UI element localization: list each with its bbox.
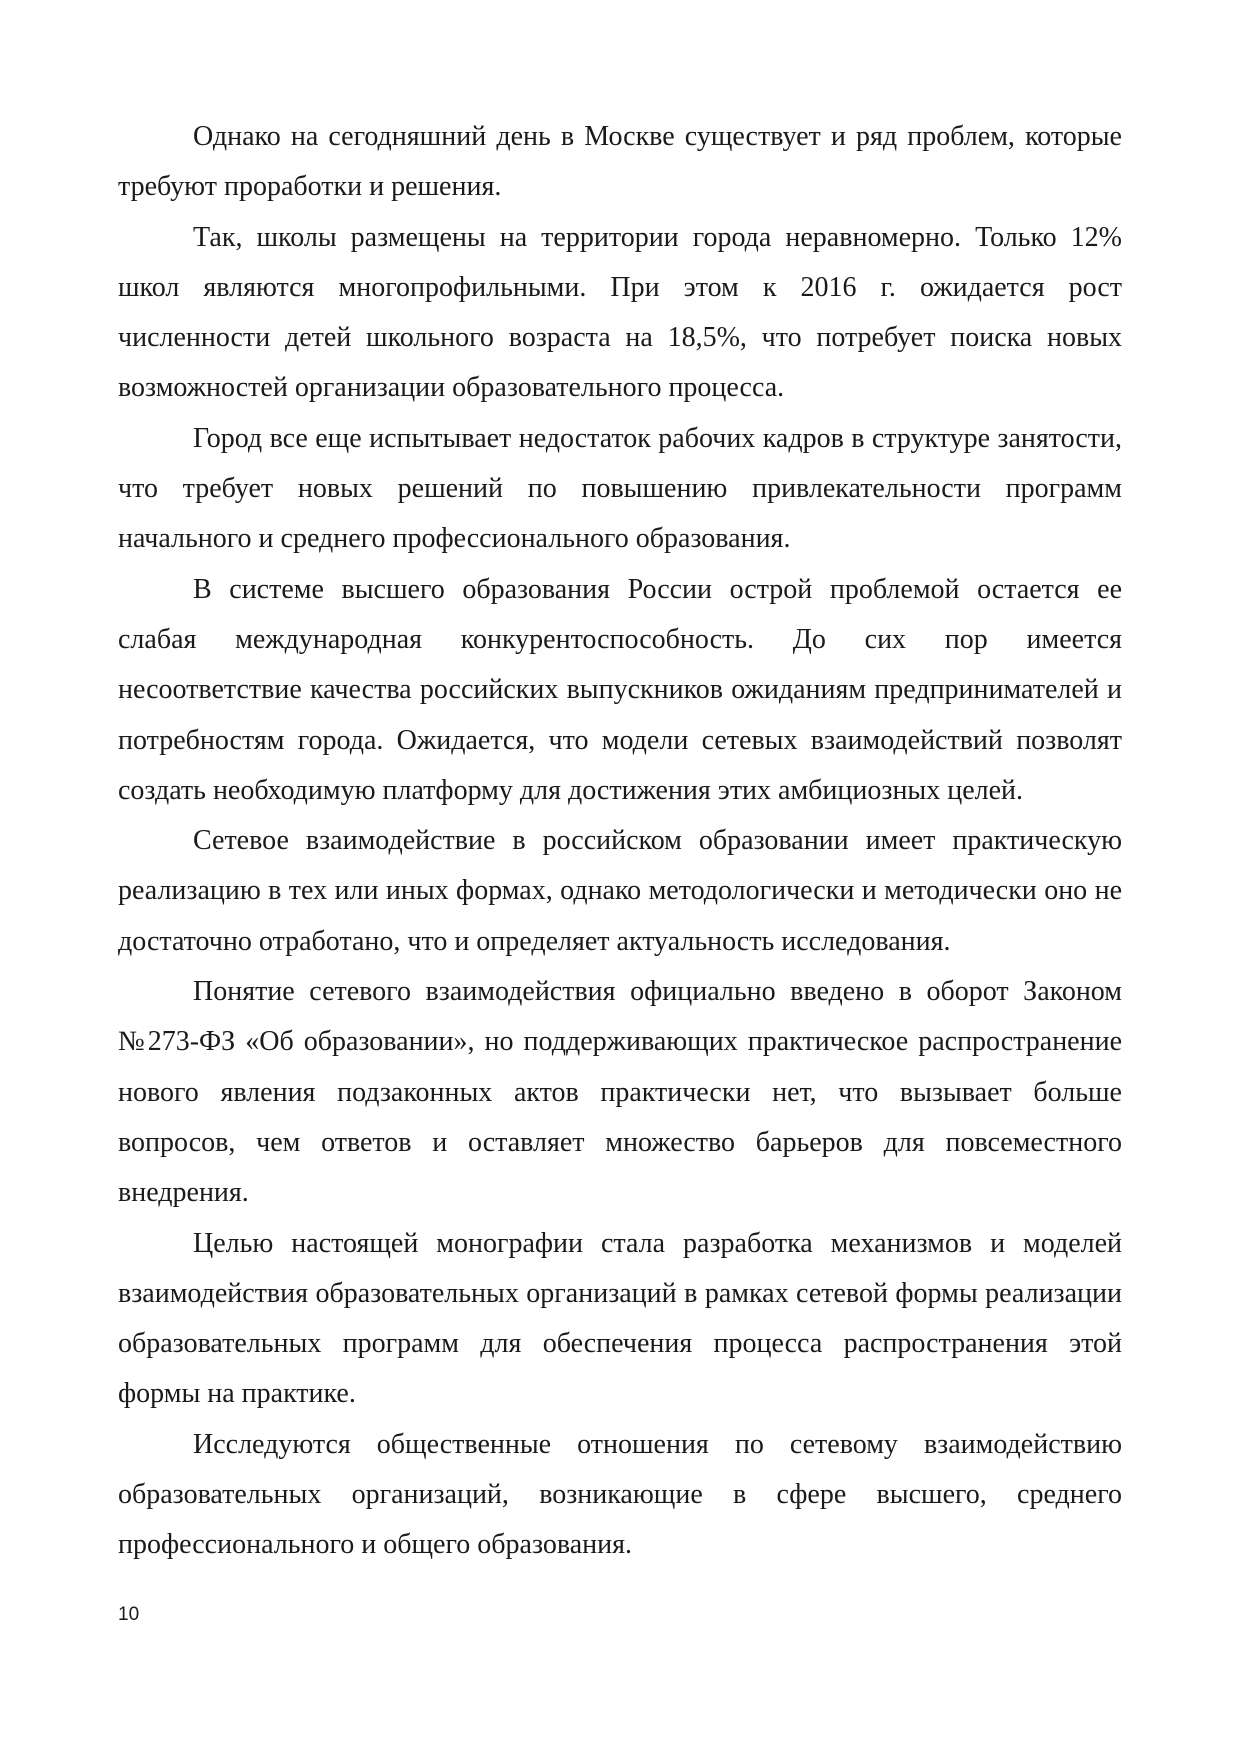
paragraph-8: Исследуются общественные отношения по сетевому взаимодействию образовательных организаций, возникающие в сфере высшего, среднего профессионального и общего образования.	[118, 1428, 1122, 1561]
paragraph-2: Так, школы размещены на территории города неравномерно. Только 12% школ являются многопрофильными. При этом к 2016 г. ожидается рост численности детей школьного возраста на 18,5%, что потребует поиска новых возможностей организации образовательного процесса.	[118, 221, 1122, 404]
paragraph-3: Город все еще испытывает недостаток рабочих кадров в структуре занятости, что требует новых решений по повышению привлекательности программ начального и среднего профессионального образования.	[118, 422, 1122, 555]
text-body	[118, 112, 1122, 1571]
paragraph-7: Целью настоящей монографии стала разработка механизмов и моделей взаимодействия образовательных организаций в рамках сетевой формы реализации образовательных программ для обеспечения процесса распространения этой формы на практике.	[118, 1227, 1122, 1410]
page-number: 10	[118, 1604, 140, 1625]
paragraph-6: Понятие сетевого взаимодействия официально введено в оборот Законом №273-ФЗ «Об образовании», но поддерживающих практическое распространение нового явления подзаконных актов практически нет, что вызывает больше вопросов, чем ответов и оставляет множество барьеров для повсеместного внедрения.	[118, 976, 1122, 1209]
paragraph-1: Однако на сегодняшний день в Москве существует и ряд проблем, которые требуют проработки и решения.	[118, 121, 1122, 203]
paragraph-4: В системе высшего образования России острой проблемой остается ее слабая международная конкурентоспособность. До сих пор имеется несоответствие качества российских выпускников ожиданиям предпринимателей и потребностям города. Ожидается, что модели сетевых взаимодействий позволят создать необходимую платформу для достижения этих амбициозных целей.	[118, 573, 1122, 806]
paragraph-5: Сетевое взаимодействие в российском образовании имеет практическую реализацию в тех или иных формах, однако методологически и методически оно не достаточно отработано, что и определяет актуальность исследования.	[118, 825, 1122, 957]
